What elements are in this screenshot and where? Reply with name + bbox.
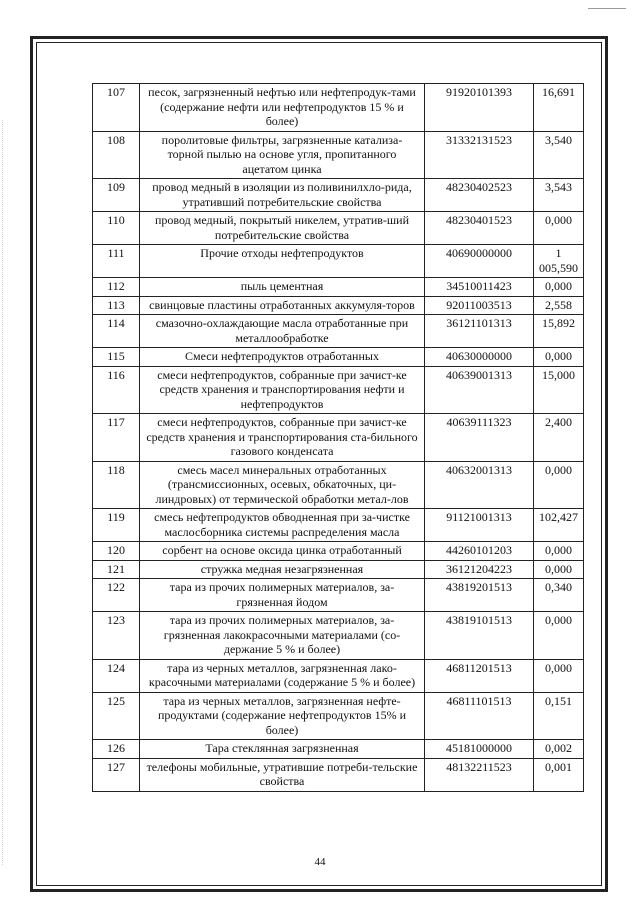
row-number: 109 (93, 179, 140, 212)
waste-code: 45181000000 (425, 740, 534, 759)
waste-name: Прочие отходы нефтепродуктов (140, 245, 425, 278)
table-row (93, 414, 584, 462)
waste-name: тара из черных металлов, загрязненная лако-красочными материалами (содержание 5 % и более) (140, 659, 425, 692)
waste-quantity: 0,002 (534, 740, 584, 759)
row-number: 117 (93, 414, 140, 462)
waste-name: провод медный, покрытый никелем, утратив-ший потребительские свойства (140, 212, 425, 245)
table-row (93, 579, 584, 612)
table-row (93, 740, 584, 759)
waste-name: тара из прочих полимерных материалов, за-грязненная йодом (140, 579, 425, 612)
waste-code: 34510011423 (425, 278, 534, 297)
waste-code: 46811201513 (425, 659, 534, 692)
margin-guide (2, 120, 3, 865)
waste-quantity: 0,000 (534, 560, 584, 579)
row-number: 110 (93, 212, 140, 245)
waste-name: стружка медная незагрязненная (140, 560, 425, 579)
waste-quantity: 0,000 (534, 612, 584, 660)
row-number: 114 (93, 315, 140, 348)
waste-code: 92011003513 (425, 296, 534, 315)
waste-name: свинцовые пластины отработанных аккумуля-торов (140, 296, 425, 315)
waste-quantity: 0,000 (534, 461, 584, 509)
row-number: 126 (93, 740, 140, 759)
table-row (93, 278, 584, 297)
waste-code: 48230401523 (425, 212, 534, 245)
waste-name: сорбент на основе оксида цинка отработанный (140, 542, 425, 561)
waste-name: тара из черных металлов, загрязненная нефте-продуктами (содержание нефтепродуктов 15% и более) (140, 692, 425, 740)
waste-code: 40690000000 (425, 245, 534, 278)
waste-code: 44260101203 (425, 542, 534, 561)
table-row (93, 212, 584, 245)
table-row (93, 131, 584, 179)
waste-quantity: 0,000 (534, 212, 584, 245)
row-number: 120 (93, 542, 140, 561)
waste-quantity: 0,001 (534, 758, 584, 791)
waste-quantity: 16,691 (534, 84, 584, 132)
table-row (93, 366, 584, 414)
row-number: 116 (93, 366, 140, 414)
waste-quantity: 3,543 (534, 179, 584, 212)
table-row (93, 348, 584, 367)
waste-name: Тара стеклянная загрязненная (140, 740, 425, 759)
waste-name: телефоны мобильные, утратившие потреби-тельские свойства (140, 758, 425, 791)
row-number: 115 (93, 348, 140, 367)
table-row (93, 179, 584, 212)
page-number: 44 (314, 856, 326, 868)
waste-code: 31332131523 (425, 131, 534, 179)
waste-code: 40639001313 (425, 366, 534, 414)
corner-mark (588, 0, 626, 9)
waste-name: песок, загрязненный нефтью или нефтепродук-тами (содержание нефти или нефтепродуктов 15 % и более) (140, 84, 425, 132)
row-number: 111 (93, 245, 140, 278)
row-number: 123 (93, 612, 140, 660)
waste-name: тара из прочих полимерных материалов, за-грязненная лакокрасочными материалами (со-держание 5 % и более) (140, 612, 425, 660)
table-row (93, 758, 584, 791)
row-number: 107 (93, 84, 140, 132)
table-row (93, 560, 584, 579)
waste-code: 40630000000 (425, 348, 534, 367)
waste-name: смесь масел минеральных отработанных (трансмиссионных, осевых, обкаточных, ци-линдровых) от термической обработки метал-лов (140, 461, 425, 509)
waste-quantity: 1 005,590 (534, 245, 584, 278)
row-number: 127 (93, 758, 140, 791)
waste-quantity: 2,400 (534, 414, 584, 462)
row-number: 124 (93, 659, 140, 692)
waste-name: смесь нефтепродуктов обводненная при за-чистке маслосборника системы распределения масла (140, 509, 425, 542)
waste-name: смазочно-охлаждающие масла отработанные при металлообработке (140, 315, 425, 348)
waste-code: 91121001313 (425, 509, 534, 542)
waste-code: 48230402523 (425, 179, 534, 212)
table-row (93, 659, 584, 692)
waste-quantity: 0,151 (534, 692, 584, 740)
row-number: 118 (93, 461, 140, 509)
waste-name: смеси нефтепродуктов, собранные при зачист-ке средств хранения и транспортирования нефти и нефтепродуктов (140, 366, 425, 414)
table-row (93, 612, 584, 660)
table-row (93, 692, 584, 740)
waste-code: 36121204223 (425, 560, 534, 579)
row-number: 108 (93, 131, 140, 179)
waste-code: 40639111323 (425, 414, 534, 462)
waste-quantity: 15,892 (534, 315, 584, 348)
waste-code: 48132211523 (425, 758, 534, 791)
waste-quantity: 15,000 (534, 366, 584, 414)
waste-name: смеси нефтепродуктов, собранные при зачист-ке средств хранения и транспортирования ста-бильного газового конденсата (140, 414, 425, 462)
waste-quantity: 0,000 (534, 659, 584, 692)
waste-name: пыль цементная (140, 278, 425, 297)
waste-quantity: 0,340 (534, 579, 584, 612)
waste-name: Смеси нефтепродуктов отработанных (140, 348, 425, 367)
waste-code: 43819201513 (425, 579, 534, 612)
waste-quantity: 0,000 (534, 278, 584, 297)
table-row (93, 245, 584, 278)
row-number: 121 (93, 560, 140, 579)
waste-code: 43819101513 (425, 612, 534, 660)
table-row (93, 542, 584, 561)
row-number: 122 (93, 579, 140, 612)
table-row (93, 461, 584, 509)
waste-table-body (93, 84, 584, 792)
waste-code: 46811101513 (425, 692, 534, 740)
table-row (93, 84, 584, 132)
row-number: 125 (93, 692, 140, 740)
waste-quantity: 2,558 (534, 296, 584, 315)
waste-code: 36121101313 (425, 315, 534, 348)
waste-table (92, 83, 584, 792)
waste-name: поролитовые фильтры, загрязненные катализа-торной пылью на основе угля, пропитанного ацетатом цинка (140, 131, 425, 179)
waste-quantity: 0,000 (534, 542, 584, 561)
waste-name: провод медный в изоляции из поливинилхло-рида, утративший потребительские свойства (140, 179, 425, 212)
row-number: 113 (93, 296, 140, 315)
row-number: 119 (93, 509, 140, 542)
waste-quantity: 3,540 (534, 131, 584, 179)
waste-quantity: 102,427 (534, 509, 584, 542)
waste-code: 91920101393 (425, 84, 534, 132)
waste-code: 40632001313 (425, 461, 534, 509)
table-row (93, 296, 584, 315)
table-row (93, 315, 584, 348)
table-row (93, 509, 584, 542)
row-number: 112 (93, 278, 140, 297)
waste-quantity: 0,000 (534, 348, 584, 367)
